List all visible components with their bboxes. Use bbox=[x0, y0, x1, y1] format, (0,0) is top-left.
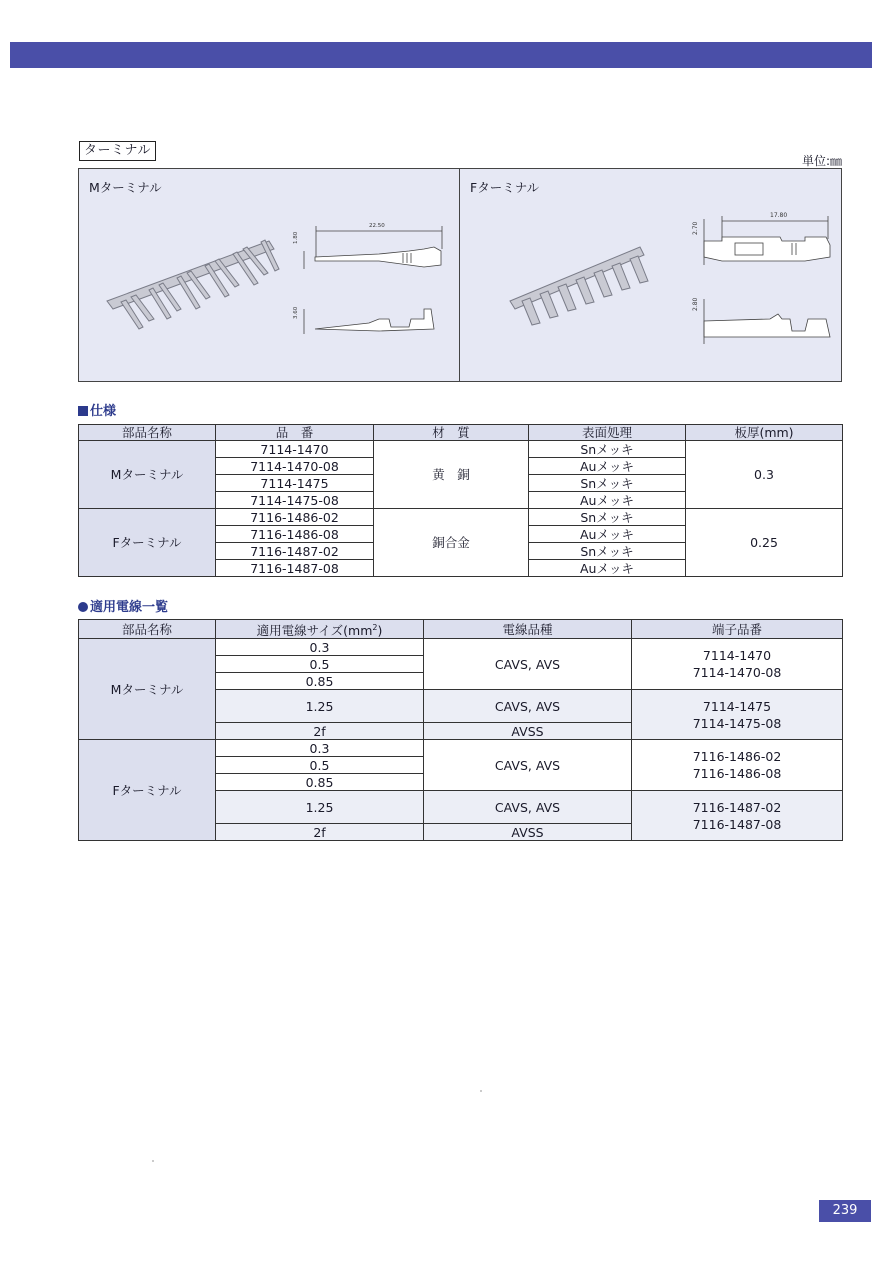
wire-type: AVSS bbox=[424, 824, 632, 841]
m-dim-width: 1.80 bbox=[293, 231, 299, 244]
f-terminal-illustration bbox=[460, 169, 841, 383]
wire-type: CAVS, AVS bbox=[424, 639, 632, 690]
material: 銅合金 bbox=[374, 509, 529, 577]
wires-heading-text: 適用電線一覧 bbox=[90, 600, 169, 615]
scan-speck bbox=[152, 1160, 154, 1162]
wire-size: 0.3 bbox=[216, 639, 424, 656]
unit-label: 単位:㎜ bbox=[801, 154, 842, 168]
spec-col-name: 部品名称 bbox=[79, 425, 216, 441]
spec-col-thickness: 板厚(mm) bbox=[686, 425, 843, 441]
spec-col-finish: 表面処理 bbox=[529, 425, 686, 441]
wire-size: 2f bbox=[216, 723, 424, 740]
wire-col-name: 部品名称 bbox=[79, 620, 216, 639]
finish: Auメッキ bbox=[529, 492, 686, 509]
f-dim-length: 17.80 bbox=[770, 212, 788, 219]
m-terminal-illustration bbox=[79, 169, 460, 383]
wire-size: 1.25 bbox=[216, 791, 424, 824]
wire-size: 0.85 bbox=[216, 673, 424, 690]
table-row bbox=[79, 639, 843, 656]
terminal-numbers: 7114-1475 7114-1475-08 bbox=[632, 690, 843, 740]
scan-speck bbox=[480, 1090, 482, 1092]
wire-size: 1.25 bbox=[216, 690, 424, 723]
wire-col-type: 電線品種 bbox=[424, 620, 632, 639]
material: 黄 銅 bbox=[374, 441, 529, 509]
wire-type: CAVS, AVS bbox=[424, 690, 632, 723]
wire-col-terminal: 端子品番 bbox=[632, 620, 843, 639]
circle-bullet-icon bbox=[78, 602, 88, 612]
thickness: 0.25 bbox=[686, 509, 843, 577]
finish: Snメッキ bbox=[529, 441, 686, 458]
wire-header-row bbox=[79, 620, 843, 639]
wire-table bbox=[78, 619, 843, 841]
f-dim-width: 2.70 bbox=[692, 221, 699, 235]
table-row bbox=[79, 441, 843, 458]
square-bullet-icon bbox=[78, 406, 88, 416]
wire-group-name: Fターミナル bbox=[79, 740, 216, 841]
finish: Auメッキ bbox=[529, 458, 686, 475]
wire-size: 0.5 bbox=[216, 656, 424, 673]
part-number: 7114-1470 bbox=[216, 441, 374, 458]
spec-table bbox=[78, 424, 843, 577]
wire-size: 0.3 bbox=[216, 740, 424, 757]
f-dim-height: 2.80 bbox=[692, 297, 699, 311]
table-row bbox=[79, 740, 843, 757]
spec-col-material: 材 質 bbox=[374, 425, 529, 441]
thickness: 0.3 bbox=[686, 441, 843, 509]
m-dim-length: 22.50 bbox=[369, 223, 385, 229]
finish: Auメッキ bbox=[529, 526, 686, 543]
part-number: 7114-1470-08 bbox=[216, 458, 374, 475]
part-number: 7116-1486-02 bbox=[216, 509, 374, 526]
wire-col-size: 適用電線サイズ$(mm^2)$ bbox=[216, 620, 424, 639]
wire-type: AVSS bbox=[424, 723, 632, 740]
m-terminal-title: Mターミナル bbox=[89, 180, 162, 195]
wire-type: CAVS, AVS bbox=[424, 740, 632, 791]
spec-heading bbox=[78, 400, 116, 419]
page-number: 239 bbox=[819, 1200, 871, 1222]
wire-size: 0.5 bbox=[216, 757, 424, 774]
part-number: 7116-1487-08 bbox=[216, 560, 374, 577]
part-number: 7114-1475-08 bbox=[216, 492, 374, 509]
part-number: 7116-1487-02 bbox=[216, 543, 374, 560]
header-band bbox=[10, 42, 872, 68]
wire-type: CAVS, AVS bbox=[424, 791, 632, 824]
terminal-numbers: 7116-1487-02 7116-1487-08 bbox=[632, 791, 843, 841]
m-dim-height: 3.60 bbox=[293, 306, 299, 319]
wires-heading bbox=[78, 596, 168, 615]
finish: Snメッキ bbox=[529, 543, 686, 560]
f-terminal-title: Fターミナル bbox=[470, 180, 540, 195]
finish: Snメッキ bbox=[529, 509, 686, 526]
finish: Auメッキ bbox=[529, 560, 686, 577]
spec-header-row bbox=[79, 425, 843, 441]
spec-group-name: Mターミナル bbox=[79, 441, 216, 509]
wire-group-name: Mターミナル bbox=[79, 639, 216, 740]
table-row bbox=[79, 509, 843, 526]
wire-size: 0.85 bbox=[216, 774, 424, 791]
wire-size: 2f bbox=[216, 824, 424, 841]
spec-heading-text: 仕様 bbox=[90, 404, 117, 419]
terminal-drawing-panel bbox=[78, 168, 842, 382]
section-label: ターミナル bbox=[79, 141, 156, 161]
finish: Snメッキ bbox=[529, 475, 686, 492]
terminal-numbers: 7116-1486-02 7116-1486-08 bbox=[632, 740, 843, 791]
part-number: 7114-1475 bbox=[216, 475, 374, 492]
part-number: 7116-1486-08 bbox=[216, 526, 374, 543]
spec-group-name: Fターミナル bbox=[79, 509, 216, 577]
spec-col-part: 品 番 bbox=[216, 425, 374, 441]
f-terminal-drawing bbox=[460, 169, 841, 381]
terminal-numbers: 7114-1470 7114-1470-08 bbox=[632, 639, 843, 690]
m-terminal-drawing bbox=[79, 169, 460, 381]
